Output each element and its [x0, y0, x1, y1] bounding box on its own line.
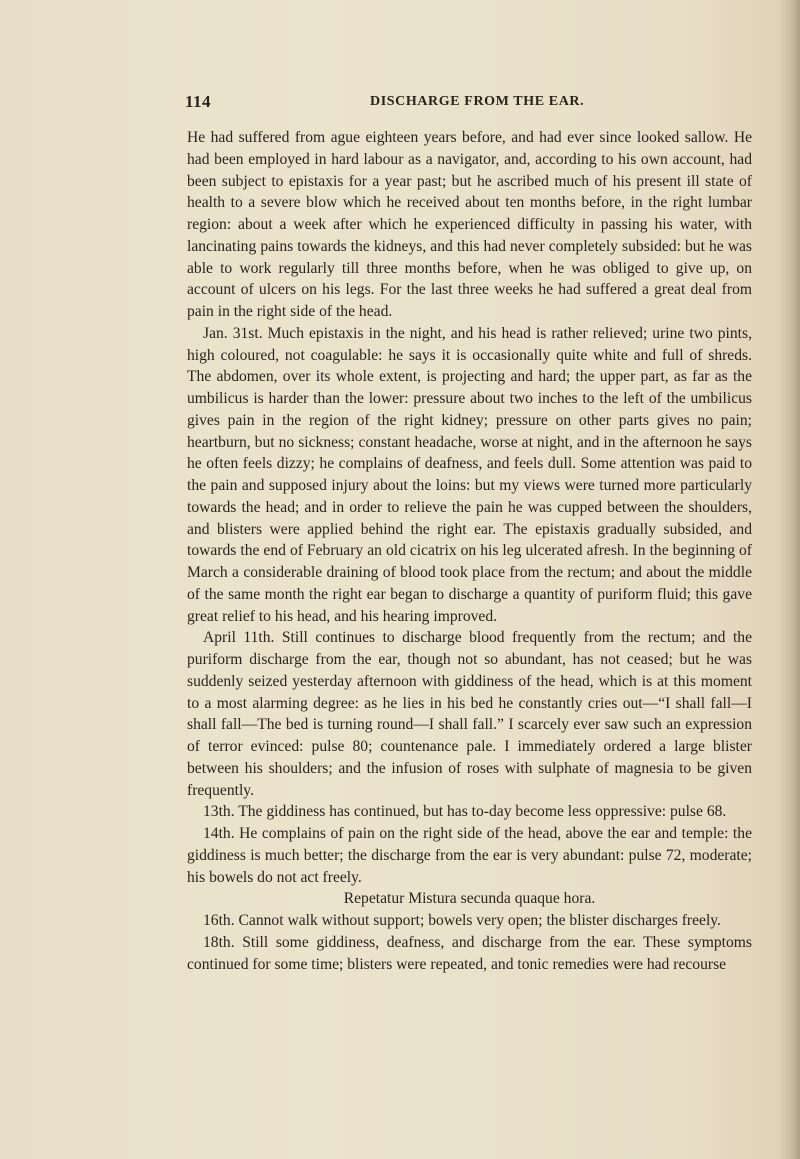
- paragraph-jan-31: Jan. 31st. Much epistaxis in the night, and his head is rather relieved; urine two pints, high coloured, not coagulable: he says it is occasionally quite white and full of shreds. The abdomen, over its whole extent, is projecting and hard; the upper part, as far as the umbilicus is harder than the lower: pressure about two inches to the left of the umbilicus gives pain in the region of the right kidney; pressure on other parts gives no pain; heartburn, but no sickness; constant headache, worse at night, and in the afternoon he says he often feels dizzy; he complains of deafness, and feels dull. Some attention was paid to the pain and supposed injury about the loins: but my views were turned more particularly towards the head; and in order to relieve the pain he was cupped between the shoulders, and blisters were applied behind the right ear. The epistaxis gradually subsided, and towards the end of February an old cicatrix on his leg ulcerated afresh. In the beginning of March a considerable draining of blood took place from the rectum; and about the middle of the same month the right ear began to discharge a quantity of puriform fluid; this gave great relief to his head, and his hearing improved.: [187, 324, 752, 625]
- paragraph-18th: 18th. Still some giddiness, deafness, and discharge from the ear. These symptoms continued for some time; blisters were repeated, and tonic remedies were had recourse: [187, 933, 752, 973]
- page-body: [187, 127, 752, 975]
- paragraph-16th: 16th. Cannot walk without support; bowels very open; the blister discharges freely.: [203, 912, 721, 929]
- paragraph-april-11: April 11th. Still continues to discharge blood frequently from the rectum; and the puriform discharge from the ear, though not so abundant, has not ceased; but he was suddenly seized yesterday afternoon with giddiness of the head, which is at this moment to a most alarming degree: as he lies in his bed he constantly cries out—“I shall fall—I shall fall—The bed is turning round—I shall fall.” I scarcely ever saw such an expression of terror evinced: pulse 80; countenance pale. I immediately ordered a large blister between his shoulders; and the infusion of roses with sulphate of magnesia to be given frequently.: [187, 629, 752, 799]
- page-number: 114: [185, 92, 212, 111]
- prescription-line: Repetatur Mistura secunda quaque hora.: [343, 890, 596, 908]
- paragraph-13th: 13th. The giddiness has continued, but has to-day become less oppressive: pulse 68.: [203, 803, 727, 821]
- paragraph-history: He had suffered from ague eighteen years before, and had ever since looked sallow. He had been employed in hard labour as a navigator, and, according to his own account, had been subject to epistaxis for a year past; but he ascribed much of his present ill state of health to a severe blow which he received about ten months before, in the right lumbar region: about a week after which he experienced difficulty in passing his water, with lancinating pains towards the kidneys, and this had never completely subsided: but he was able to work regularly till three months before, when he was obliged to give up, on account of ulcers on his legs. For the last three weeks he had suffered a great deal from pain in the right side of the head.: [187, 129, 752, 320]
- page-edge-shadow: [778, 0, 800, 1159]
- paragraph-14th: 14th. He complains of pain on the right side of the head, above the ear and temple: the giddiness is much better; the discharge from the ear is very abundant: pulse 72, moderate; his bowels do not act freely.: [187, 825, 752, 886]
- page-header: [185, 92, 750, 114]
- running-head: DISCHARGE FROM THE EAR.: [370, 94, 585, 109]
